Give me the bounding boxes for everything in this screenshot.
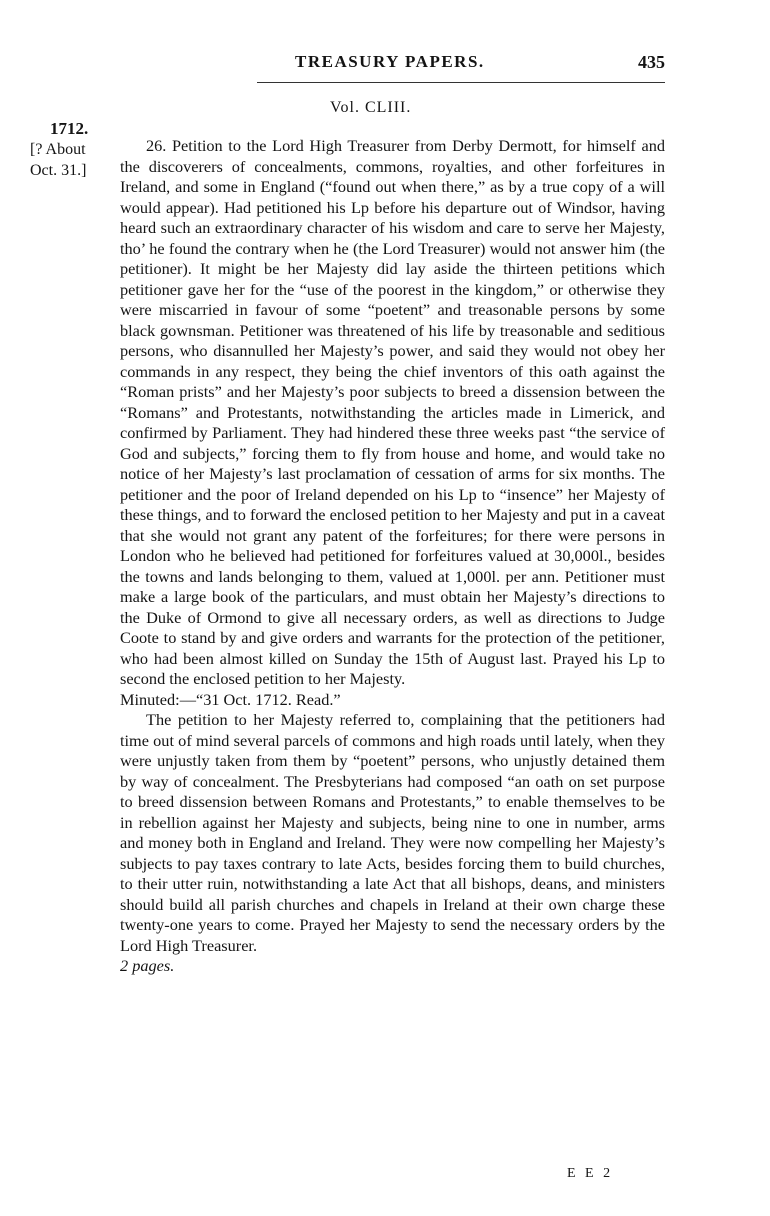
volume-heading: Vol. CLIII. — [330, 99, 412, 116]
minuted-note: Minuted:—“31 Oct. 1712. Read.” — [120, 689, 341, 709]
page-header — [255, 52, 665, 80]
running-title: TREASURY PAPERS. — [295, 52, 485, 71]
page-number: 435 — [638, 52, 665, 72]
entry-body — [120, 136, 665, 977]
margin-date-line-1: [? About — [30, 141, 86, 158]
margin-date-line-2: Oct. 31.] — [30, 161, 87, 179]
entry-paragraph-1: 26. Petition to the Lord High Treasurer from Derby Dermott, for himself and the discoverers of concealments, commons, royalties, and other forfeitures in Ireland, and some in England (“found out when there,” as by a true copy of a will would appear). Had petitioned his Lp before his departure out of Windsor, having heard such an extraordinary character of his wisdom and care to serve her Majesty, tho’ he found the contrary when he (the Lord Treasurer) would not answer him (the petitioner). It might be her Majesty did lay aside the thirteen petitions which petitioner gave her for the “use of the poorest in the kingdom,” or otherwise they were miscarried in favour of some “poetent” and treasonable persons by some black gownsman. Petitioner was threatened of his life by treasonable and seditious persons, who disannulled her Majesty’s power, and said they would not obey her commands in any respect, they being the chief inventors of this oath against the “Roman prists” and her Majesty’s poor subjects to breed a dissension between the “Romans” and Protestants, notwithstanding the articles made in Limerick, and confirmed by Parliament. They had hindered these three weeks past “the service of God and subjects,” forcing them to fly from house and home, and would take no notice of her Majesty’s last proclamation of cessation of arms for six months. The petitioner and the poor of Ireland depended on his Lp to “insence” her Majesty of these things, and to forward the enclosed petition to her Majesty and put in a caveat that she would not grant any patent of the forfeitures; for there were persons in London who he believed had petitioned for forfeitures valued at 30,000l., besides the towns and lands belonging to them, valued at 1,000l. per ann. Petitioner must make a large book of the particulars, and must obtain her Majesty’s directions to the Duke of Ormond to give all necessary orders, as well as directions to Judge Coote to stand by and give orders and warrants for the protection of the petitioner, who had been almost killed on Sunday the 15th of August last. Prayed his Lp to second the enclosed petition to her Majesty. — [120, 136, 665, 688]
entry-paragraph-2: The petition to her Majesty referred to, complaining that the petitioners had time out of mind several parcels of commons and high roads until lately, when they were unjustly taken from them by “poetent” persons, who unjustly detained them by way of concealment. The Presbyterians had composed “an oath on set purpose to breed dissension between Romans and Protestants,” to enable themselves to be in rebellion against her Majesty and subjects, being nine to one in number, arms and money both in England and Ireland. They were now compelling her Majesty’s subjects to pay taxes contrary to late Acts, besides forcing them to build churches, to their utter ruin, notwithstanding a late Act that all bishops, deans, and ministers should build all parish churches and chapels in Ireland at their own charge these twenty-one years to come. Prayed her Majesty to send the necessary orders by the Lord High Treasurer. — [120, 710, 665, 955]
margin-year: 1712. — [50, 119, 89, 138]
signature-mark: E E 2 — [567, 1166, 614, 1181]
page-count: 2 pages. — [120, 956, 175, 975]
margin-date — [30, 140, 86, 181]
header-rule — [257, 82, 665, 83]
